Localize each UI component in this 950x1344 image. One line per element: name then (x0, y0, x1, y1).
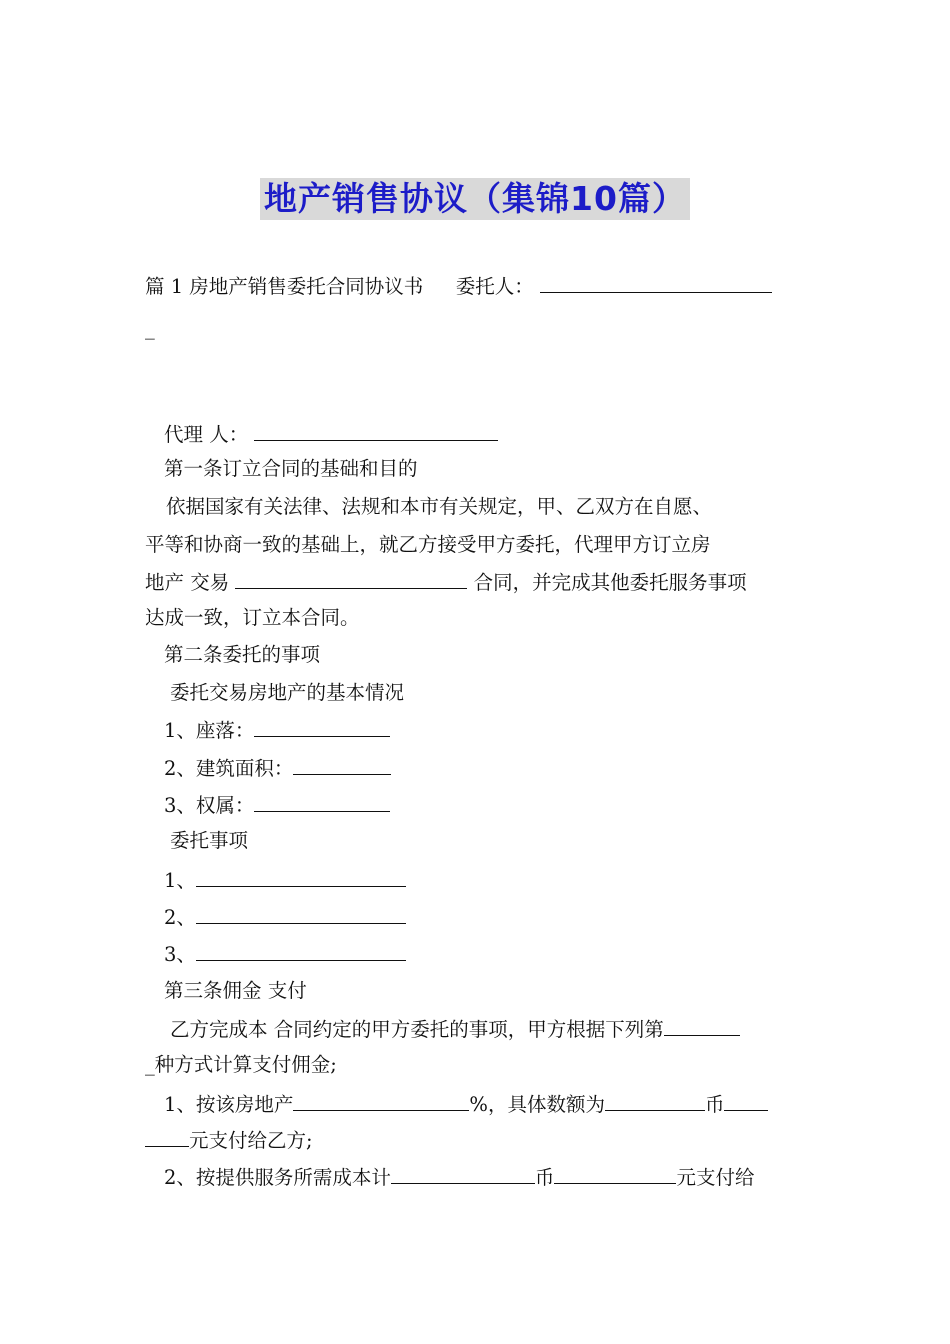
article1-p1-line4: 达成一致，订立本合同。 (145, 606, 360, 629)
matter-2-blank (196, 903, 406, 924)
option-2-line1 (164, 1163, 754, 1191)
area-blank (293, 754, 391, 775)
ownership-blank (254, 791, 390, 812)
percent-blank (293, 1090, 469, 1111)
option-1-c: 币 (704, 1093, 725, 1116)
item-location-label: 1、座落： (164, 719, 255, 742)
title-wrap (0, 178, 950, 220)
article2-title: 第二条委托的事项 (164, 643, 321, 666)
agent-label: 代理 人： (164, 423, 249, 446)
heading-prefix: 篇 1 房地产销售委托合同协议书 (145, 275, 424, 298)
article3-title: 第三条佣金 支付 (164, 979, 307, 1002)
matter-2-label: 2、 (164, 906, 196, 929)
item-ownership (164, 791, 390, 819)
article1-p1-line2: 平等和协商一致的基础上，就乙方接受甲方委托，代理甲方订立房 (145, 533, 711, 556)
article1-p1-line3 (145, 568, 747, 596)
location-blank (254, 716, 390, 737)
article3-p1-line1-text: 乙方完成本 合同约定的甲方委托的事项，甲方根据下列第 (170, 1018, 664, 1041)
agent-blank (254, 420, 498, 441)
option-1-line1 (164, 1090, 768, 1118)
option-1-a: 1、按该房地产 (164, 1093, 294, 1116)
article1-title: 第一条订立合同的基础和目的 (164, 457, 418, 480)
amount-blank (605, 1090, 705, 1111)
transaction-blank (235, 568, 467, 589)
cost-blank (391, 1163, 535, 1184)
item-location (164, 716, 390, 744)
basic-info-heading: 委托交易房地产的基本情况 (170, 681, 405, 704)
matters-heading: 委托事项 (170, 829, 249, 852)
option-1-line2 (145, 1126, 313, 1154)
document-title: 地产销售协议（集锦10篇） (260, 178, 690, 220)
method-blank (664, 1015, 740, 1036)
article3-p1-line1 (170, 1015, 740, 1043)
article1-p1-line3-a: 地产 交易 (145, 571, 230, 594)
heading-continuation: _ (145, 317, 155, 340)
matter-1 (164, 866, 406, 894)
heading-line (145, 272, 772, 300)
matter-2 (164, 903, 406, 931)
article1-p1-line3-b: 合同，并完成其他委托服务事项 (473, 571, 747, 594)
principal-blank (540, 272, 772, 293)
matter-3-blank (196, 940, 406, 961)
matter-3-label: 3、 (164, 943, 196, 966)
option-1-line2-text: 元支付给乙方; (189, 1129, 313, 1152)
currency-blank (724, 1090, 768, 1111)
option-2-c: 元支付给 (676, 1166, 755, 1189)
matter-1-blank (196, 866, 406, 887)
article3-p1-line2: _种方式计算支付佣金; (145, 1053, 337, 1076)
item-area (164, 754, 391, 782)
item-ownership-label: 3、权属： (164, 794, 255, 817)
option-2-a: 2、按提供服务所需成本计 (164, 1166, 391, 1189)
option-1-b: %，具体数额为 (469, 1093, 605, 1116)
matter-3 (164, 940, 406, 968)
matter-1-label: 1、 (164, 869, 196, 892)
option-2-b: 币 (534, 1166, 555, 1189)
article1-p1-line1: 依据国家有关法律、法规和本市有关规定，甲、乙双方在自愿、 (166, 495, 713, 518)
cost-amount-blank (554, 1163, 676, 1184)
agent-line (164, 420, 498, 448)
currency-blank-cont (145, 1126, 189, 1147)
principal-label: 委托人： (455, 275, 534, 298)
item-area-label: 2、建筑面积： (164, 757, 294, 780)
